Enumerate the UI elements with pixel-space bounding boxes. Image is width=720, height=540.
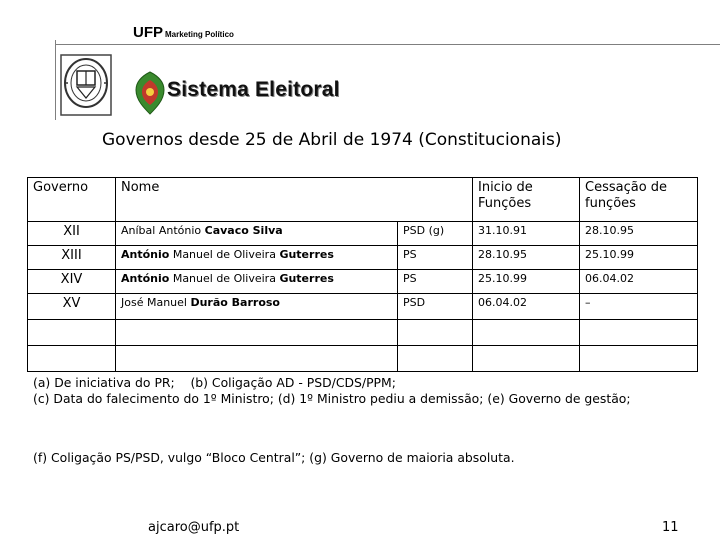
- brand-subtitle: Marketing Político: [165, 30, 234, 39]
- cell-partido: PSD (g): [398, 222, 473, 246]
- vertical-rule: [55, 40, 56, 120]
- cell-governo: XII: [28, 222, 116, 246]
- cell-empty: [28, 320, 116, 346]
- nome-text: José Manuel: [121, 296, 191, 309]
- cell-empty: [116, 346, 398, 372]
- table-row: [28, 222, 698, 246]
- footnotes: [33, 375, 683, 407]
- cell-nome: [116, 222, 398, 246]
- cell-inicio: 31.10.91: [473, 222, 580, 246]
- header-governo: Governo: [28, 178, 116, 222]
- cell-governo: XV: [28, 294, 116, 320]
- nome-text: Manuel de Oliveira: [169, 272, 280, 285]
- nome-text: Aníbal António: [121, 224, 205, 237]
- cell-empty: [116, 320, 398, 346]
- cell-empty: [473, 346, 580, 372]
- cell-inicio: 06.04.02: [473, 294, 580, 320]
- table-row: [28, 270, 698, 294]
- cell-empty: [473, 320, 580, 346]
- header-cessacao: Cessação de funções: [580, 178, 698, 222]
- cell-partido: PS: [398, 270, 473, 294]
- brand-header: [133, 24, 234, 42]
- nome-bold: Guterres: [279, 272, 334, 285]
- footer-email: ajcaro@ufp.pt: [148, 520, 240, 535]
- cell-inicio: 25.10.99: [473, 270, 580, 294]
- cell-nome: [116, 294, 398, 320]
- cell-empty: [580, 320, 698, 346]
- brand-name: UFP: [133, 24, 163, 41]
- nome-bold: António: [121, 248, 170, 261]
- footnote-line: (c) Data do falecimento do 1º Ministro; (d) 1º Ministro pediu a demissão; (e) Governo de gestão;: [33, 391, 631, 406]
- table-row-empty: [28, 320, 698, 346]
- sistema-eleitoral-logo-icon: [134, 70, 166, 116]
- footnote-line: (a) De iniciativa do PR; (b) Coligação AD - PSD/CDS/PPM;: [33, 375, 396, 390]
- cell-cessacao: 28.10.95: [580, 222, 698, 246]
- nome-text: Manuel de Oliveira: [169, 248, 280, 261]
- page-number: 11: [662, 520, 679, 535]
- table-row: [28, 246, 698, 270]
- cell-nome: [116, 270, 398, 294]
- cell-partido: PSD: [398, 294, 473, 320]
- table-header-row: [28, 178, 698, 222]
- sistema-eleitoral-logo-text: Sistema Eleitoral: [167, 78, 340, 101]
- nome-bold: Cavaco Silva: [204, 224, 283, 237]
- nome-bold: António: [121, 272, 170, 285]
- cell-governo: XIV: [28, 270, 116, 294]
- cell-nome: [116, 246, 398, 270]
- cell-cessacao: 06.04.02: [580, 270, 698, 294]
- header-inicio: Inicio de Funções: [473, 178, 580, 222]
- cell-inicio: 28.10.95: [473, 246, 580, 270]
- governments-table: [27, 177, 698, 372]
- cell-empty: [580, 346, 698, 372]
- horizontal-rule: [55, 44, 720, 45]
- cell-empty: [398, 346, 473, 372]
- university-seal-icon: [60, 54, 112, 116]
- cell-cessacao: 25.10.99: [580, 246, 698, 270]
- cell-governo: XIII: [28, 246, 116, 270]
- nome-bold: Guterres: [279, 248, 334, 261]
- cell-cessacao: –: [580, 294, 698, 320]
- header-nome: Nome: [116, 178, 473, 222]
- cell-empty: [398, 320, 473, 346]
- cell-empty: [28, 346, 116, 372]
- page-title: Governos desde 25 de Abril de 1974 (Constitucionais): [102, 130, 562, 150]
- table-row: [28, 294, 698, 320]
- nome-bold: Durão Barroso: [190, 296, 280, 309]
- cell-partido: PS: [398, 246, 473, 270]
- footnote-line: (f) Coligação PS/PSD, vulgo “Bloco Central”; (g) Governo de maioria absoluta.: [33, 450, 515, 465]
- table-row-empty: [28, 346, 698, 372]
